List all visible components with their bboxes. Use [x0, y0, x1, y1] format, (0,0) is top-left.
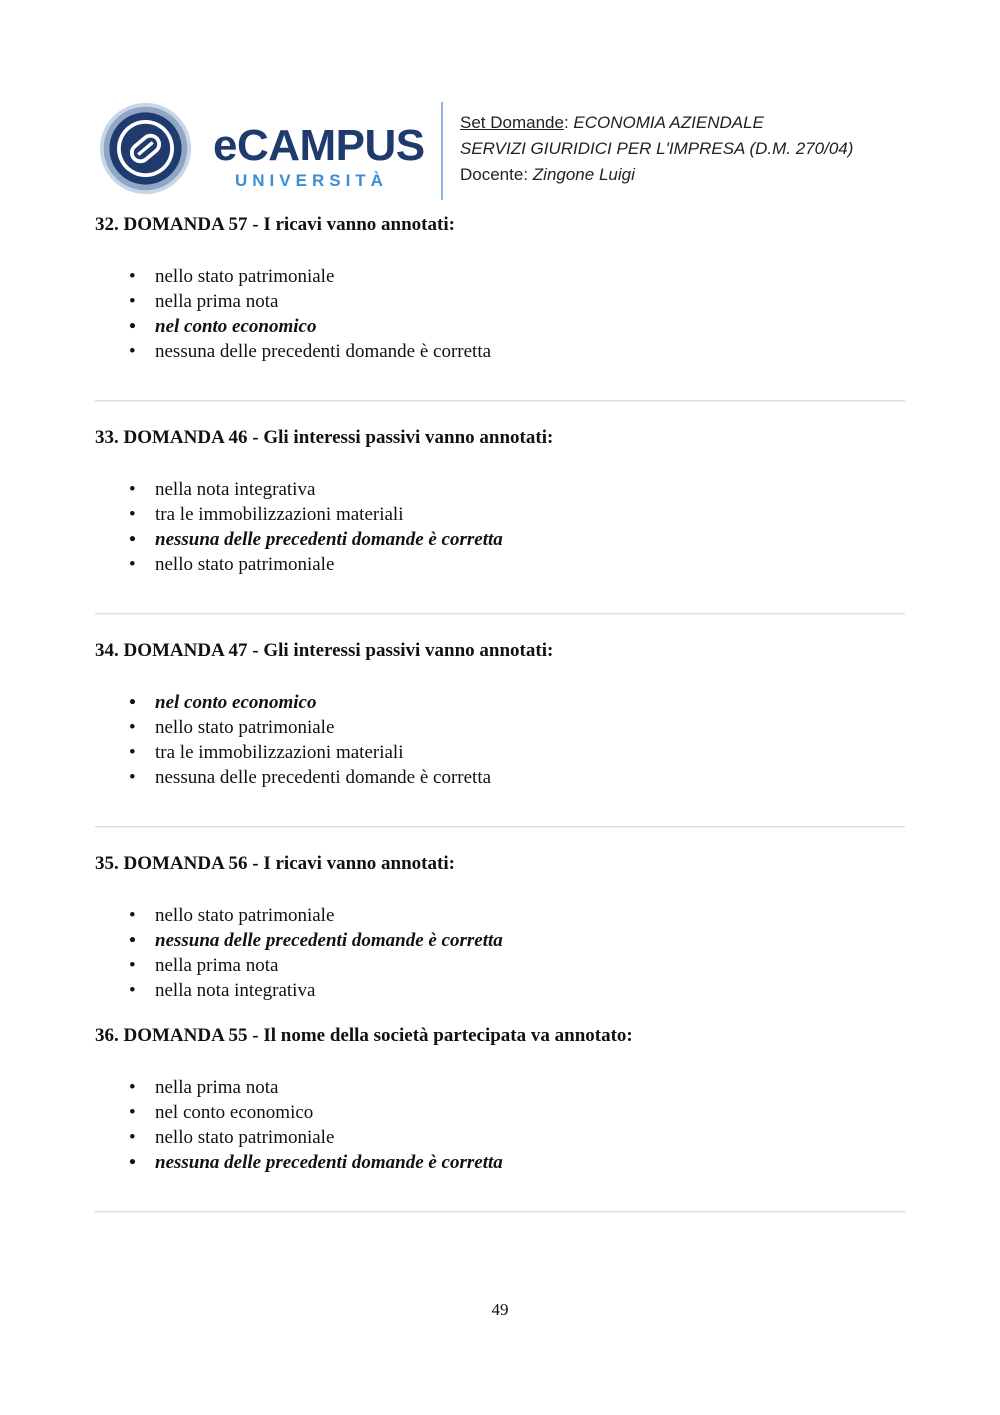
answer-list [95, 264, 905, 364]
answer-item [129, 289, 905, 314]
bullet-icon: • [129, 291, 136, 312]
answer-item [129, 339, 905, 364]
bullet-icon: • [129, 316, 136, 337]
set-value: ECONOMIA AZIENDALE [573, 113, 764, 132]
answer-item [129, 477, 905, 502]
answer-text: tra le immobilizzazioni materiali [155, 504, 404, 525]
separator-line [95, 613, 905, 615]
question-block [95, 853, 905, 1003]
bullet-icon: • [129, 742, 136, 763]
set-label: Set Domande [460, 113, 564, 132]
answer-item [129, 928, 905, 953]
bullet-icon: • [129, 767, 136, 788]
answer-item [129, 953, 905, 978]
separator-line [95, 400, 905, 402]
teacher-label: Docente [460, 165, 524, 184]
bullet-icon: • [129, 930, 136, 951]
separator-line [95, 1211, 905, 1213]
answer-list [95, 1075, 905, 1175]
ecampus-seal-icon [98, 101, 193, 196]
answer-item [129, 1075, 905, 1100]
question-block [95, 640, 905, 790]
bullet-icon: • [129, 504, 136, 525]
answer-text: nel conto economico [155, 316, 317, 337]
answer-item [129, 552, 905, 577]
brand-subtitle: UNIVERSITÀ [235, 171, 388, 190]
teacher-name: Zingone Luigi [532, 165, 635, 184]
header-info [460, 110, 853, 188]
question-title: 34. DOMANDA 47 - Gli interessi passivi vanno annotati: [95, 640, 554, 661]
answer-item [129, 1150, 905, 1175]
answer-item [129, 903, 905, 928]
question-block [95, 214, 905, 364]
answer-item [129, 1100, 905, 1125]
bullet-icon: • [129, 479, 136, 500]
question-title: 33. DOMANDA 46 - Gli interessi passivi vanno annotati: [95, 427, 554, 448]
question-title: 32. DOMANDA 57 - I ricavi vanno annotati: [95, 214, 455, 235]
bullet-icon: • [129, 980, 136, 1001]
answer-item [129, 765, 905, 790]
answer-text: nello stato patrimoniale [155, 717, 335, 738]
answer-item [129, 1125, 905, 1150]
header-divider [441, 102, 443, 200]
answer-item [129, 314, 905, 339]
bullet-icon: • [129, 266, 136, 287]
answer-text: tra le immobilizzazioni materiali [155, 742, 404, 763]
question-title: 36. DOMANDA 55 - Il nome della società partecipata va annotato: [95, 1025, 633, 1046]
answer-text: nello stato patrimoniale [155, 1127, 335, 1148]
bullet-icon: • [129, 1102, 136, 1123]
course-line [460, 136, 853, 162]
separator-line [95, 826, 905, 828]
question-title: 35. DOMANDA 56 - I ricavi vanno annotati: [95, 853, 455, 874]
bullet-icon: • [129, 1127, 136, 1148]
answer-item [129, 978, 905, 1003]
page-header [95, 98, 915, 203]
brand-logo [213, 121, 425, 191]
questions-list [95, 214, 905, 1238]
page-number: 49 [491, 1300, 509, 1319]
brand-word: eCAMPUS [213, 121, 425, 170]
answer-text: nessuna delle precedenti domande è corretta [155, 930, 503, 951]
answer-item [129, 502, 905, 527]
answer-text: nella prima nota [155, 955, 279, 976]
question-block [95, 427, 905, 577]
answer-item [129, 715, 905, 740]
answer-text: nessuna delle precedenti domande è corretta [155, 341, 492, 362]
bullet-icon: • [129, 717, 136, 738]
answer-item [129, 690, 905, 715]
answer-item [129, 264, 905, 289]
answer-text: nella nota integrativa [155, 479, 316, 500]
answer-text: nessuna delle precedenti domande è corretta [155, 767, 492, 788]
answer-text: nessuna delle precedenti domande è corretta [155, 529, 503, 550]
bullet-icon: • [129, 529, 136, 550]
bullet-icon: • [129, 554, 136, 575]
answer-text: nella nota integrativa [155, 980, 316, 1001]
bullet-icon: • [129, 1152, 136, 1173]
bullet-icon: • [129, 341, 136, 362]
bullet-icon: • [129, 955, 136, 976]
question-block [95, 1025, 905, 1175]
teacher-line: Docente: Zingone Luigi [460, 165, 635, 184]
answer-item [129, 740, 905, 765]
answer-item [129, 527, 905, 552]
answer-text: nella prima nota [155, 1077, 279, 1098]
answer-list [95, 903, 905, 1003]
answer-text: nel conto economico [155, 1102, 314, 1123]
bullet-icon: • [129, 692, 136, 713]
set-line: Set Domande: ECONOMIA AZIENDALE [460, 113, 764, 132]
answer-text: nella prima nota [155, 291, 279, 312]
answer-list [95, 477, 905, 577]
answer-text: nello stato patrimoniale [155, 905, 335, 926]
bullet-icon: • [129, 905, 136, 926]
course-name: SERVIZI GIURIDICI PER L'IMPRESA (D.M. 270/04) [460, 139, 854, 158]
answer-list [95, 690, 905, 790]
answer-text: nessuna delle precedenti domande è corretta [155, 1152, 503, 1173]
answer-text: nello stato patrimoniale [155, 554, 335, 575]
bullet-icon: • [129, 1077, 136, 1098]
answer-text: nel conto economico [155, 692, 317, 713]
answer-text: nello stato patrimoniale [155, 266, 335, 287]
